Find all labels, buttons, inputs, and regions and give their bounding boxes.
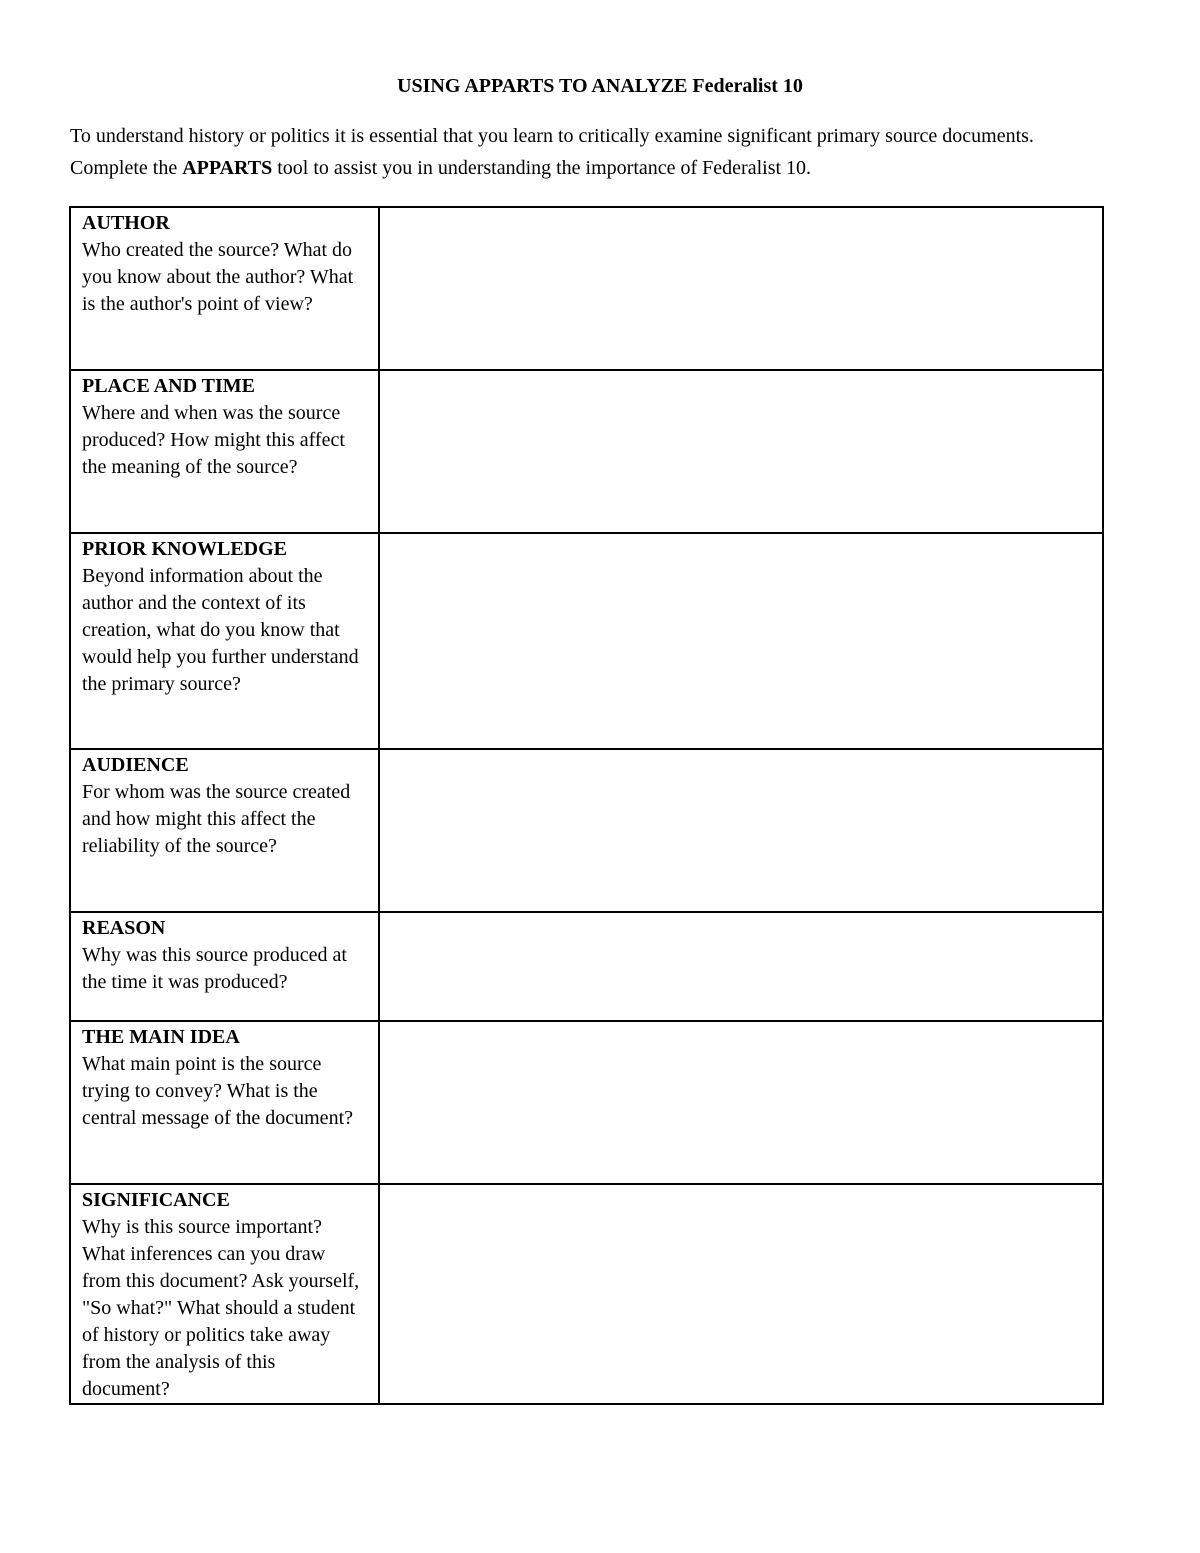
row-heading: PRIOR KNOWLEDGE <box>82 538 288 560</box>
row-author <box>70 207 1103 370</box>
row-place-and-time <box>70 370 1103 533</box>
label-cell-author <box>70 207 379 370</box>
intro-text-end: tool to assist you in understanding the importance of Federalist 10. <box>272 157 812 179</box>
page-title: USING APPARTS TO ANALYZE Federalist 10 <box>397 75 803 97</box>
answer-cell-audience[interactable] <box>379 749 1103 912</box>
row-main-idea <box>70 1021 1103 1184</box>
row-heading: THE MAIN IDEA <box>82 1026 240 1048</box>
row-prompt: Where and when was the source produced? How might this affect the meaning of the source? <box>82 402 345 478</box>
row-heading: PLACE AND TIME <box>82 375 255 397</box>
row-heading: AUTHOR <box>82 212 170 234</box>
row-audience <box>70 749 1103 912</box>
intro-paragraph <box>70 120 1110 184</box>
row-heading: REASON <box>82 917 166 939</box>
intro-text-start: To understand history or politics it is essential that you learn to critically examine significant primary source documents. Complete the <box>70 125 1034 179</box>
row-prompt: What main point is the source trying to convey? What is the central message of the document? <box>82 1053 353 1129</box>
answer-cell-author[interactable] <box>379 207 1103 370</box>
answer-cell-main-idea[interactable] <box>379 1021 1103 1184</box>
label-cell-prior-knowledge <box>70 533 379 749</box>
row-significance <box>70 1184 1103 1404</box>
answer-cell-prior-knowledge[interactable] <box>379 533 1103 749</box>
label-cell-reason <box>70 912 379 1021</box>
apparts-table <box>69 206 1104 1405</box>
label-cell-main-idea <box>70 1021 379 1184</box>
row-prompt: Who created the source? What do you know about the author? What is the author's point of view? <box>82 239 354 315</box>
answer-cell-reason[interactable] <box>379 912 1103 1021</box>
row-reason <box>70 912 1103 1021</box>
row-heading: AUDIENCE <box>82 754 189 776</box>
row-heading: SIGNIFICANCE <box>82 1189 230 1211</box>
answer-cell-place-and-time[interactable] <box>379 370 1103 533</box>
answer-cell-significance[interactable] <box>379 1184 1103 1404</box>
label-cell-significance <box>70 1184 379 1404</box>
row-prompt: Beyond information about the author and the context of its creation, what do you know that would help you further understand the primary source? <box>82 565 359 695</box>
row-prompt: Why is this source important? What inferences can you draw from this document? Ask yourself, "So what?" What should a student of history or politics take away from the analysis of this document? <box>82 1216 360 1400</box>
row-prompt: Why was this source produced at the time it was produced? <box>82 944 347 993</box>
row-prompt: For whom was the source created and how might this affect the reliability of the source? <box>82 781 351 857</box>
label-cell-audience <box>70 749 379 912</box>
intro-apparts-bold: APPARTS <box>182 157 273 179</box>
row-prior-knowledge <box>70 533 1103 749</box>
label-cell-place-and-time <box>70 370 379 533</box>
